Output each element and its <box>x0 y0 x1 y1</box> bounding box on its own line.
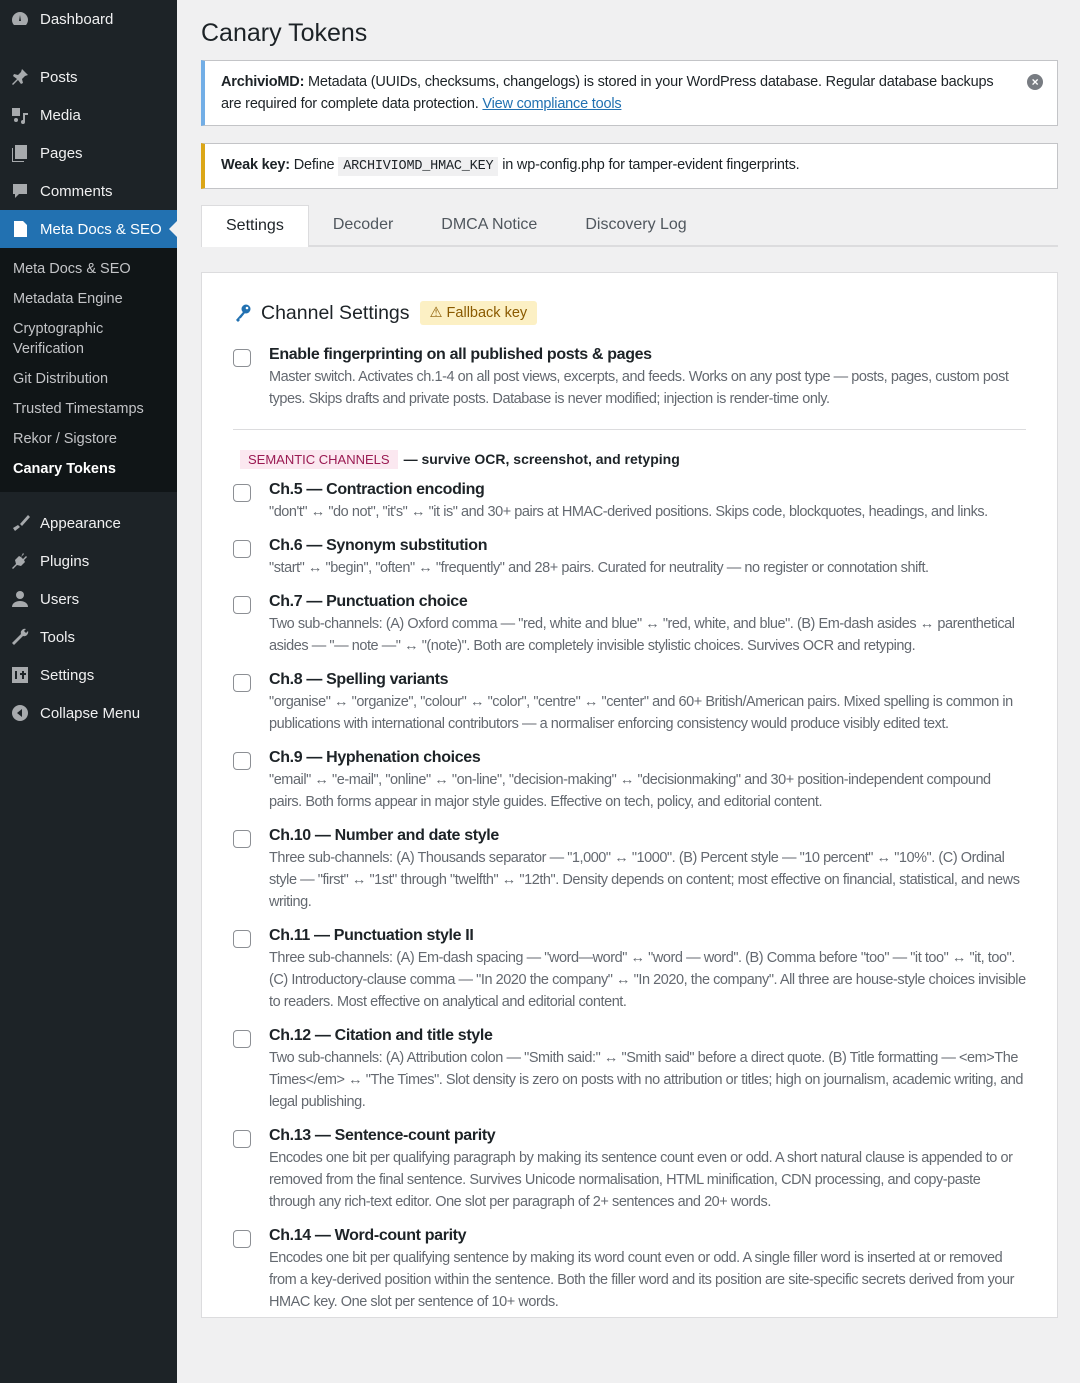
pin-icon <box>10 67 30 87</box>
channel-description: "don't" ↔ "do not", "it's" ↔ "it is" and 30+ pairs at HMAC-derived positions. Skips code, blockquotes, headings, and links. <box>269 504 988 520</box>
channel-option <box>233 1225 1026 1313</box>
channel-checkbox[interactable] <box>233 752 251 770</box>
channel-title: Ch.6 — Synonym substitution <box>269 537 488 554</box>
channel-title: Ch.8 — Spelling variants <box>269 671 449 688</box>
channel-title: Ch.13 — Sentence-count parity <box>269 1127 496 1144</box>
warning-label: Weak key: <box>221 157 290 173</box>
card-title: Channel Settings <box>261 301 410 324</box>
divider <box>233 429 1026 430</box>
channel-title: Ch.11 — Punctuation style II <box>269 927 474 944</box>
channel-description: Two sub-channels: (A) Oxford comma — "red, white and blue" ↔ "red, white, and blue". (B) Em-dash asides ↔ parenthetical asides — "— note —" ↔ "(note)". Both are completely invisible stylistic choices. Survives OCR and retyping. <box>269 616 1015 654</box>
channel-description: Three sub-channels: (A) Thousands separator — "1,000" ↔ "1000". (B) Percent style — "10 percent" ↔ "10%". (C) Ordinal style — "first" ↔ "1st" through "twelfth" ↔ "12th". Density depends on content; most effective on financial, statistical, and news writing. <box>269 850 1020 910</box>
sidebar-item-label: Users <box>40 590 80 608</box>
submenu-item[interactable]: Metadata Engine <box>13 291 123 307</box>
channel-checkbox[interactable] <box>233 484 251 502</box>
channel-description: "email" ↔ "e-mail", "online" ↔ "on-line", "decision-making" ↔ "decisionmaking" and 30+ position-independent compound pairs. Both forms appear in major style guides. Effective on tech, policy, and editorial content. <box>269 772 991 810</box>
sidebar-item-plugins[interactable] <box>0 542 177 580</box>
sidebar-item-pages[interactable] <box>0 134 177 172</box>
fallback-key-badge: ⚠ Fallback key <box>420 301 538 325</box>
sidebar-item-label: Collapse Menu <box>40 704 141 722</box>
channel-checkbox[interactable] <box>233 596 251 614</box>
sidebar-item-label: Pages <box>40 144 83 162</box>
submenu-item[interactable]: Git Distribution <box>13 371 109 387</box>
user-icon <box>10 589 30 609</box>
media-icon <box>10 105 30 125</box>
channel-checkbox[interactable] <box>233 930 251 948</box>
sidebar-item-meta-docs-seo[interactable] <box>0 210 177 248</box>
channel-description: Three sub-channels: (A) Em-dash spacing — "word—word" ↔ "word — word". (B) Comma before "too" — "it too" ↔ "it, too". (C) Introductory-clause comma — "In 2020 the company" ↔ "In 2020, the company". All three are house-style choices invisible to readers. Most effective on analytical and editorial content. <box>269 950 1026 1010</box>
page-title: Canary Tokens <box>201 19 368 47</box>
channel-title: Ch.12 — Citation and title style <box>269 1027 493 1044</box>
enable-fingerprinting-checkbox[interactable] <box>233 349 251 367</box>
hmac-key-code: ARCHIVIOMD_HMAC_KEY <box>338 157 498 176</box>
submenu-item[interactable]: Cryptographic Verification <box>13 321 104 357</box>
dashboard-icon <box>10 9 30 29</box>
notice-label: ArchivioMD: <box>221 74 305 90</box>
channel-checkbox[interactable] <box>233 830 251 848</box>
channel-title: Ch.10 — Number and date style <box>269 827 499 844</box>
main-content <box>201 0 1058 1318</box>
sidebar-item-label: Media <box>40 106 81 124</box>
document-icon <box>10 219 30 239</box>
channel-option <box>233 535 1026 579</box>
compliance-tools-link[interactable]: View compliance tools <box>482 96 622 112</box>
channel-settings-card <box>201 272 1058 1318</box>
channel-option <box>233 669 1026 735</box>
submenu-item[interactable]: Rekor / Sigstore <box>13 431 117 447</box>
option-title: Enable fingerprinting on all published posts & pages <box>269 346 652 363</box>
pages-icon <box>10 143 30 163</box>
submenu <box>0 248 177 492</box>
key-icon <box>233 303 253 323</box>
sidebar-item-label: Tools <box>40 628 76 646</box>
sidebar-item-label: Settings <box>40 666 95 684</box>
notice-text: Metadata (UUIDs, checksums, changelogs) is stored in your WordPress database. Regular database backups are required for complete data protection. <box>221 74 994 112</box>
sidebar-item-posts[interactable] <box>0 58 177 96</box>
warning-text: Define <box>289 157 339 173</box>
sidebar-item-collapse-menu[interactable] <box>0 694 177 732</box>
tab-dmca-notice[interactable]: DMCA Notice <box>441 216 538 233</box>
channel-option <box>233 1125 1026 1213</box>
admin-sidebar <box>0 0 177 1383</box>
sidebar-item-users[interactable] <box>0 580 177 618</box>
section-heading <box>240 448 1026 470</box>
tab-discovery-log[interactable]: Discovery Log <box>585 216 687 233</box>
channel-checkbox[interactable] <box>233 1230 251 1248</box>
channel-title: Ch.7 — Punctuation choice <box>269 593 468 610</box>
channel-title: Ch.9 — Hyphenation choices <box>269 749 481 766</box>
channel-checkbox[interactable] <box>233 1130 251 1148</box>
channel-description: Encodes one bit per qualifying paragraph by making its sentence count even or odd. A short natural clause is appended to or removed from the final sentence. Survives Unicode normalisation, HTML minification, CDN processing, and copy-paste through any rich-text editor. One slot per paragraph of 2+ sentences and 20+ words. <box>269 1150 1013 1210</box>
comments-icon <box>10 181 30 201</box>
channel-description: "organise" ↔ "organize", "colour" ↔ "color", "centre" ↔ "center" and 60+ British/American pairs. Mixed spelling is common in publications with international contributors — a normaliser enforcing consistency would produce visibly edited text. <box>269 694 1013 732</box>
semantic-channels-pill: SEMANTIC CHANNELS <box>240 450 398 469</box>
collapse-icon <box>10 703 30 723</box>
channel-description: Encodes one bit per qualifying sentence by making its word count even or odd. A single filler word is inserted at or removed from a key-derived position within the sentence. Both the filler word and its position are site-specific secrets derived from your HMAC key. One slot per sentence of 10+ words. <box>269 1250 1015 1310</box>
sidebar-item-label: Comments <box>40 182 113 200</box>
sidebar-item-label: Dashboard <box>40 10 114 28</box>
channel-description: "start" ↔ "begin", "often" ↔ "frequently" and 28+ pairs. Curated for neutrality — no register or connotation shift. <box>269 560 929 576</box>
channel-option <box>233 747 1026 813</box>
channel-option <box>233 479 1026 523</box>
channel-option <box>233 1025 1026 1113</box>
channel-checkbox[interactable] <box>233 674 251 692</box>
section-subtitle: — survive OCR, screenshot, and retyping <box>403 451 680 467</box>
brush-icon <box>10 513 30 533</box>
channel-title: Ch.5 — Contraction encoding <box>269 481 485 498</box>
channel-list <box>233 479 1026 1313</box>
tab-settings[interactable]: Settings <box>201 205 309 247</box>
channel-checkbox[interactable] <box>233 540 251 558</box>
tab-bar <box>201 205 1058 247</box>
channel-checkbox[interactable] <box>233 1030 251 1048</box>
submenu-item[interactable]: Trusted Timestamps <box>13 401 144 417</box>
sidebar-item-tools[interactable] <box>0 618 177 656</box>
sidebar-item-settings[interactable] <box>0 656 177 694</box>
info-notice <box>201 60 1058 126</box>
sidebar-item-label: Plugins <box>40 552 90 570</box>
dismiss-icon[interactable]: × <box>1027 74 1043 90</box>
channel-option <box>233 591 1026 657</box>
option-description: Master switch. Activates ch.1-4 on all post views, excerpts, and feeds. Works on any post type — posts, pages, custom post types. Skips drafts and private posts. Database is never modified; injection is render-time only. <box>269 369 1009 407</box>
submenu-item[interactable]: Canary Tokens <box>13 461 116 477</box>
warning-text: in wp-config.php for tamper-evident fingerprints. <box>498 157 800 173</box>
tab-decoder[interactable]: Decoder <box>332 216 394 233</box>
sidebar-item-appearance[interactable] <box>0 504 177 542</box>
sidebar-item-media[interactable] <box>0 96 177 134</box>
master-option <box>233 344 1026 410</box>
sidebar-item-dashboard[interactable] <box>0 0 177 38</box>
settings-icon <box>10 665 30 685</box>
sidebar-item-comments[interactable] <box>0 172 177 210</box>
channel-description: Two sub-channels: (A) Attribution colon — "Smith said:" ↔ "Smith said" before a direct quote. (B) Title formatting — <em>The Times</em> ↔ "The Times". Slot density is zero on posts with no attribution or titles; high on journalism, academic writing, and legal publishing. <box>269 1050 1024 1110</box>
channel-title: Ch.14 — Word-count parity <box>269 1227 467 1244</box>
channel-option <box>233 925 1026 1013</box>
weak-key-notice <box>201 143 1058 189</box>
submenu-item[interactable]: Meta Docs & SEO <box>13 261 131 277</box>
wrench-icon <box>10 627 30 647</box>
sidebar-item-label: Posts <box>40 68 78 86</box>
channel-option <box>233 825 1026 913</box>
plugin-icon <box>10 551 30 571</box>
sidebar-item-label: Appearance <box>40 514 121 532</box>
sidebar-item-label: Meta Docs & SEO <box>40 220 162 238</box>
